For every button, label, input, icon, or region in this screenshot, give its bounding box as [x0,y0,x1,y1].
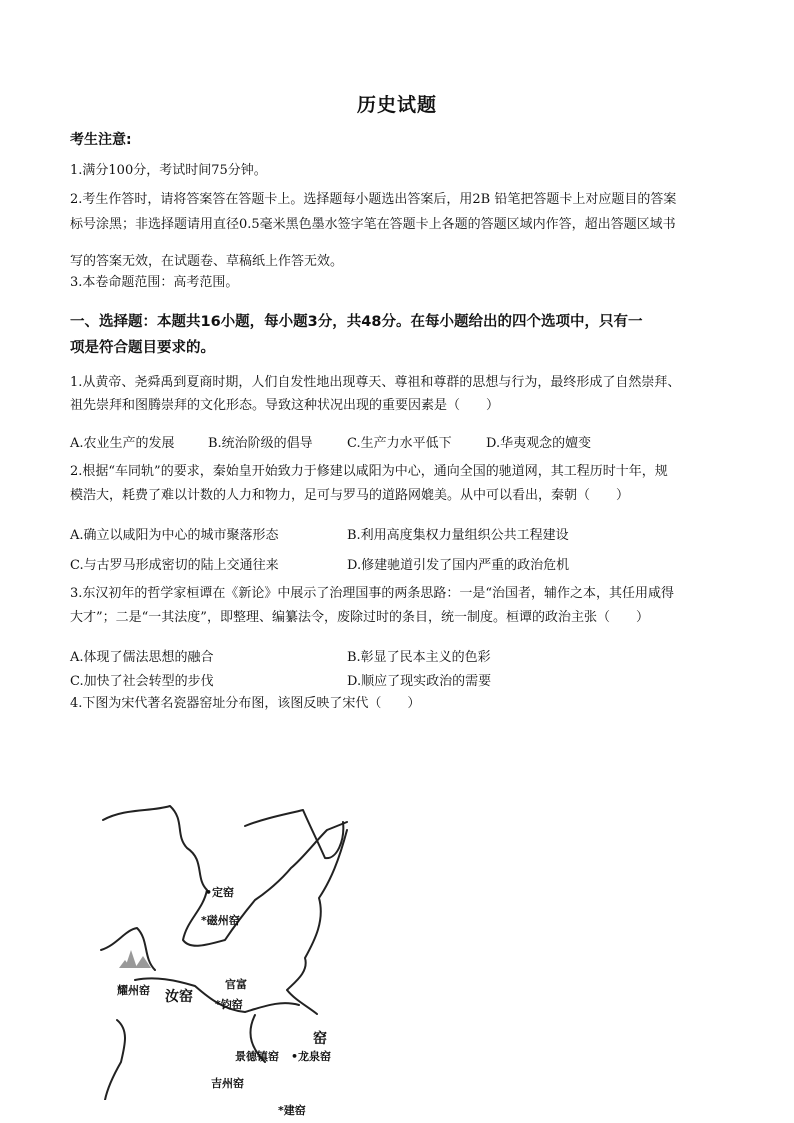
q2-stem-line-2: 模浩大，耗费了难以计数的人力和物力，足可与罗马的道路网媲美。从中可以看出，秦朝（ ） [70,488,630,503]
notice-item-2-line-2: 标号涂黑；非选择题请用直径0.5毫米黑色墨水签字笔在答题卡上各题的答题区域内作答，超出答题区域书 [70,217,676,232]
map-label-jizhou-kiln: 吉州窑 [211,1077,244,1090]
q4-stem-line-1: 4.下图为宋代著名瓷器窑址分布图，该图反映了宋代（ ） [70,696,421,711]
q2-option-d: D.修建驰道引发了国内严重的政治危机 [347,558,570,573]
q2-stem-line-1: 2.根据“车同轨”的要求，秦始皇开始致力于修建以咸阳为中心，通向全国的驰道网，其工程历时十年，规 [70,464,668,479]
q3-option-d: D.顺应了现实政治的需要 [347,674,492,689]
q3-stem-line-2: 大才”；二是“一其法度”，即整理、编纂法令，废除过时的条目，统一制度。桓谭的政治主张（ ） [70,610,649,625]
map-label-jun-kiln: *钧窑 [215,998,243,1011]
q2-option-c: C.与古罗马形成密切的陆上交通往来 [70,558,279,573]
map-label-guanfu: 官富 [225,978,247,991]
map-label-jingdezhen-kiln: 景德镇窑 [235,1050,279,1063]
q1-option-b: B.统治阶级的倡导 [208,436,313,451]
map-label-yaozhou-kiln: 耀州窑 [117,984,150,997]
notice-item-3: 3.本卷命题范围：高考范围。 [70,275,239,290]
notice-item-1: 1.满分100分，考试时间75分钟。 [70,163,267,178]
q3-stem-line-1: 3.东汉初年的哲学家桓谭在《新论》中展示了治理国事的两条思路：一是“治国者，辅作之本，其任用咸得 [70,586,675,601]
q1-option-a: A.农业生产的发展 [70,436,175,451]
q1-stem-line-1: 1.从黄帝、尧舜禹到夏商时期，人们自发性地出现尊天、尊祖和尊群的思想与行为，最终形成了自然崇拜、 [70,375,681,390]
q2-option-a: A.确立以咸阳为中心的城市聚落形态 [70,528,279,543]
section-heading-line-1: 一、选择题：本题共16小题，每小题3分，共48分。在每小题给出的四个选项中，只有一 [70,314,643,330]
map-label-ru-kiln: 汝窑 [165,989,193,1005]
map-label-cizhou-kiln: *磁州窑 [201,914,240,927]
q3-option-a: A.体现了儒法思想的融合 [70,650,214,665]
q1-stem-line-2: 祖先崇拜和图腾崇拜的文化形态。导致这种状况出现的重要因素是（ ） [70,398,500,413]
notice-heading: 考生注意: [70,132,132,148]
q1-option-d: D.华夷观念的嬗变 [486,436,592,451]
map-label-kiln-fragment: 窑 [313,1031,327,1047]
song-kiln-map [95,800,365,1117]
q3-option-b: B.彰显了民本主义的色彩 [347,650,491,665]
notice-item-2-line-1: 2.考生作答时，请将答案答在答题卡上。选择题每小题选出答案后，用2B 铅笔把答题卡上对应题目的答案 [70,192,677,207]
q2-option-b: B.利用高度集权力量组织公共工程建设 [347,528,569,543]
section-heading-line-2: 项是符合题目要求的。 [70,340,215,356]
notice-item-2-line-3: 写的答案无效，在试题卷、草稿纸上作答无效。 [70,254,344,269]
q1-option-c: C.生产力水平低下 [347,436,452,451]
map-label-jian-kiln: *建窑 [278,1104,306,1117]
map-label-ding-kiln: •定窑 [205,886,235,899]
q3-option-c: C.加快了社会转型的步伐 [70,674,214,689]
page-title: 历史试题 [356,94,437,116]
map-label-longquan-kiln: •龙泉窑 [291,1050,332,1063]
